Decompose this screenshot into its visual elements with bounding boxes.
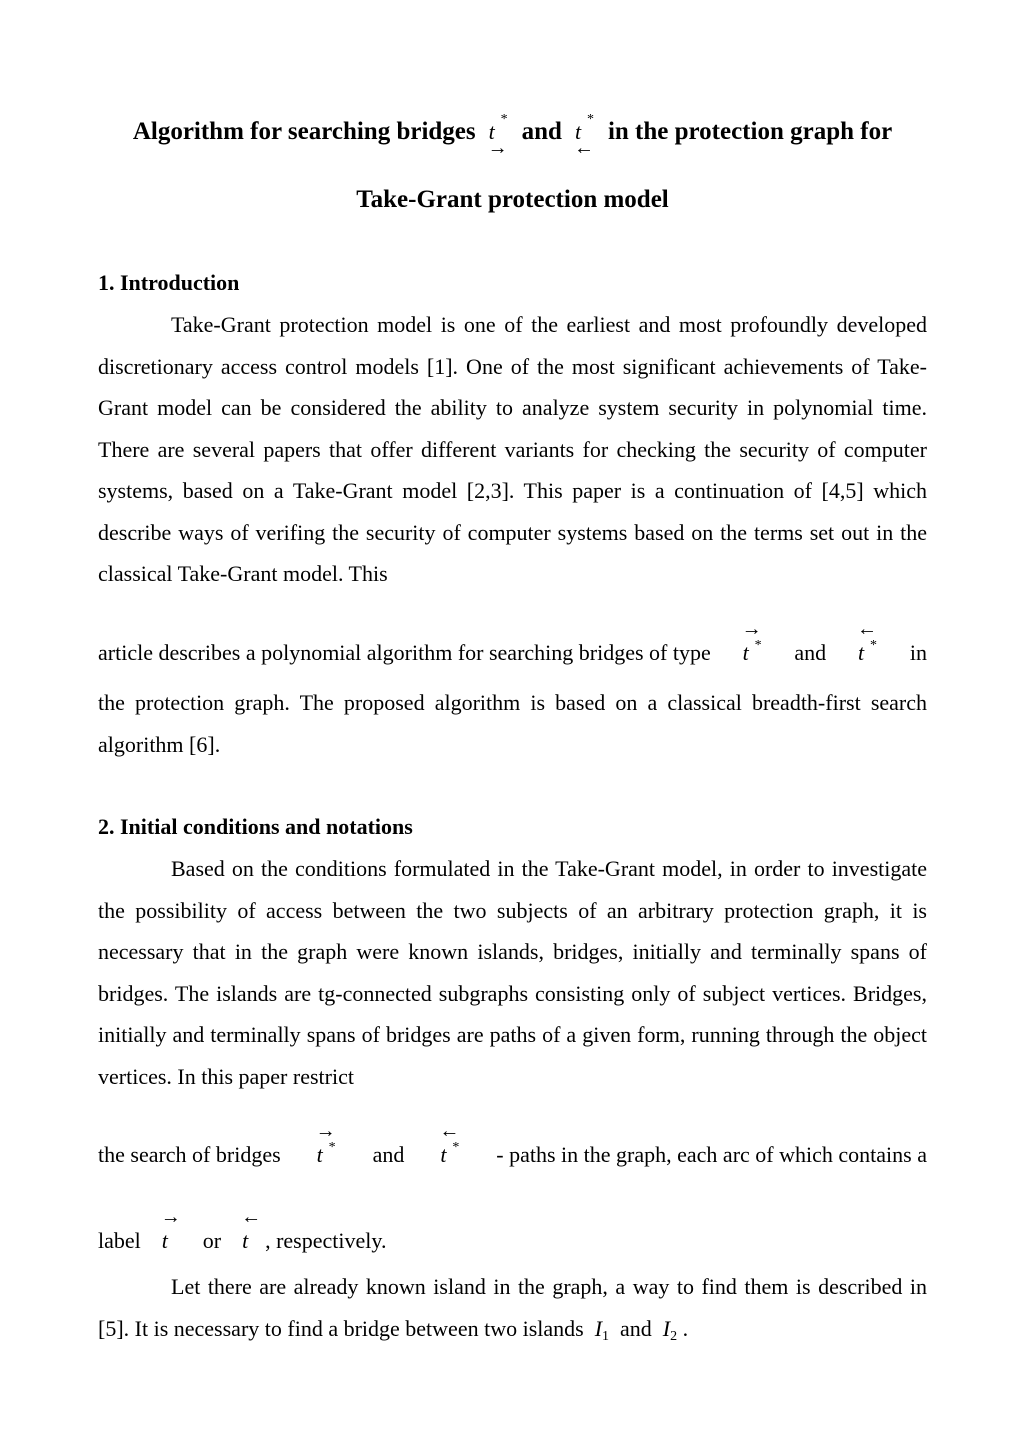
t-star-left-symbol: ← t * bbox=[857, 618, 877, 665]
islands-paragraph: Let there are already known island in the graph, a way to find them is described in [5]. It is necessary to find a bridge between two islands $I_1$ and $I_2$ . bbox=[98, 1274, 927, 1344]
title-line-2: Take-Grant protection model bbox=[356, 186, 669, 213]
bridges-symbol-line: the search of bridges → t * and ← t * - paths in the graph, each arc of which contains a bbox=[98, 1120, 927, 1167]
intro-paragraph-continued: the protection graph. The proposed algorithm is based on a classical breadth-first search algorithm [6]. bbox=[98, 690, 927, 757]
t-star-left-symbol: ← t * bbox=[439, 1120, 460, 1167]
section-heading-initial-conditions: 2. Initial conditions and notations bbox=[98, 814, 413, 839]
t-right-symbol: → t bbox=[160, 1206, 181, 1253]
label-symbol-line: label → t or ← t , respectively. bbox=[98, 1206, 387, 1253]
title-line-1 bbox=[98, 100, 927, 164]
t-star-right-symbol: → t * bbox=[741, 618, 762, 665]
t-star-right-symbol: → t * bbox=[315, 1120, 336, 1167]
t-left-symbol: ← t bbox=[241, 1206, 262, 1253]
intro-symbol-line: article describes a polynomial algorithm for searching bridges of type → t * and ← t * in bbox=[98, 618, 927, 665]
title-text-c: in the protection graph for bbox=[607, 118, 893, 145]
island-1-symbol: $I_1$ bbox=[594, 1315, 610, 1344]
t-star-left-symbol: ← t * bbox=[573, 112, 594, 159]
island-2-symbol: $I_2$ bbox=[662, 1315, 678, 1344]
title-text-b: and bbox=[521, 118, 562, 145]
intro-paragraph: Take-Grant protection model is one of the earliest and most profoundly developed discretionary access control models [1]. One of the most significant achievements of Take-Grant model can be considered the ability to analyze system security in polynomial time. There are several papers that offer different variants for checking the security of computer systems, based on a Take-Grant model [2,3]. This paper is a continuation of [4,5] which describe ways of verifing the security of computer systems based on the terms set out in the classical Take-Grant model. This bbox=[98, 312, 927, 586]
title-text-a: Algorithm for searching bridges bbox=[132, 118, 476, 145]
conditions-paragraph: Based on the conditions formulated in the Take-Grant model, in order to investigate the possibility of access between the two subjects of an arbitrary protection graph, it is necessary that in the graph were known islands, bridges, initially and terminally spans of bridges. The islands are tg-connected subgraphs consisting only of subject vertices. Bridges, initially and terminally spans of bridges are paths of a given form, running through the object vertices. In this paper restrict bbox=[98, 856, 927, 1089]
section-heading-introduction: 1. Introduction bbox=[98, 270, 240, 295]
t-star-right-symbol: → t * bbox=[487, 112, 508, 159]
